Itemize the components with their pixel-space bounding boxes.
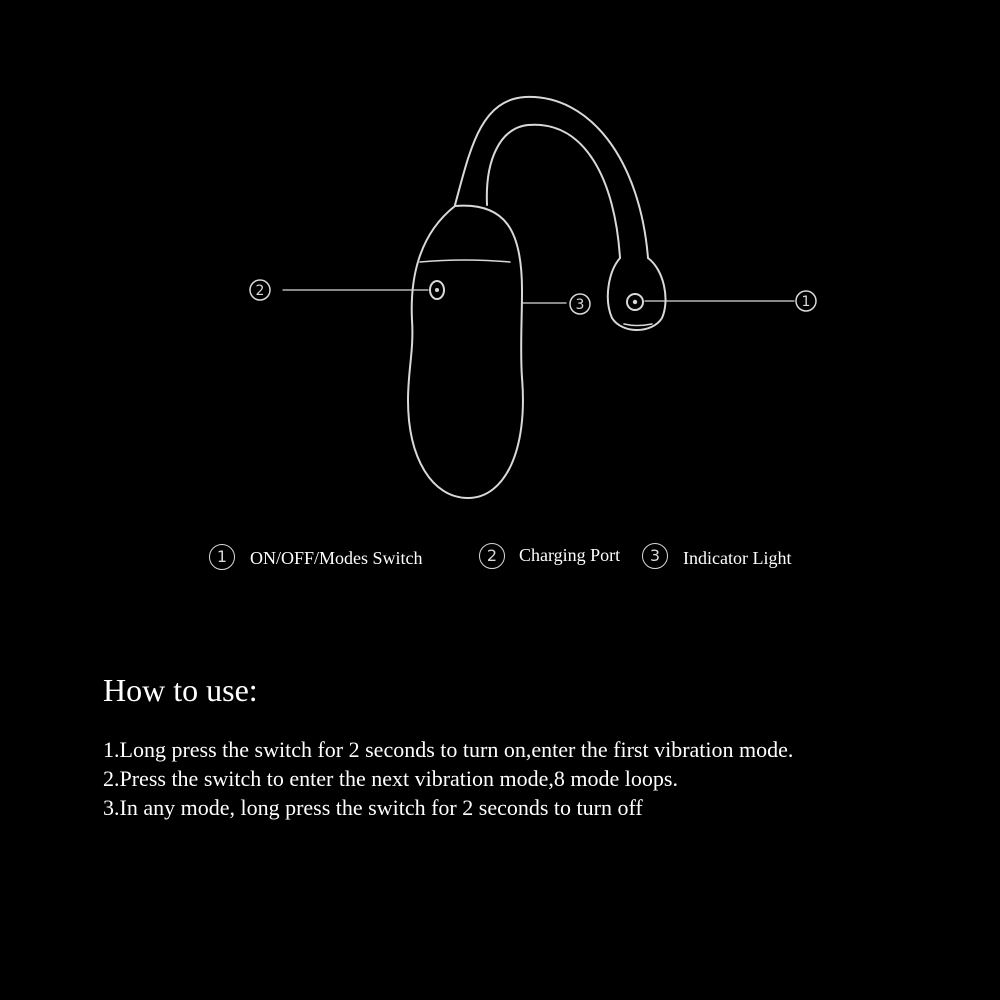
device-seam-line — [420, 260, 510, 262]
device-tail-inner — [487, 125, 620, 258]
usage-step: 3.In any mode, long press the switch for 2 seconds to turn off — [103, 795, 643, 820]
legend-number-switch: 1 — [209, 544, 235, 570]
usage-step: 1.Long press the switch for 2 seconds to turn on,enter the first vibration mode. — [103, 737, 794, 762]
usage-step: 2.Press the switch to enter the next vibration mode,8 mode loops. — [103, 766, 678, 791]
legend-number-indicator-light: 3 — [642, 543, 668, 569]
device-tail-outer — [455, 97, 648, 258]
device-body-outline — [408, 206, 523, 498]
legend-label-switch: ON/OFF/Modes Switch — [250, 548, 423, 568]
remote-pod-base-line — [624, 324, 652, 326]
callout-number-charging-port: 2 — [255, 283, 265, 299]
legend-label-indicator-light: Indicator Light — [683, 548, 792, 568]
legend-label-charging-port: Charging Port — [519, 545, 621, 565]
usage-title: How to use: — [103, 672, 258, 708]
legend — [0, 540, 1000, 576]
callout-number-switch: 1 — [801, 294, 811, 310]
callout-number-indicator-light: 3 — [575, 297, 585, 313]
usage-steps — [103, 735, 793, 822]
legend-number-charging-port: 2 — [479, 543, 505, 569]
